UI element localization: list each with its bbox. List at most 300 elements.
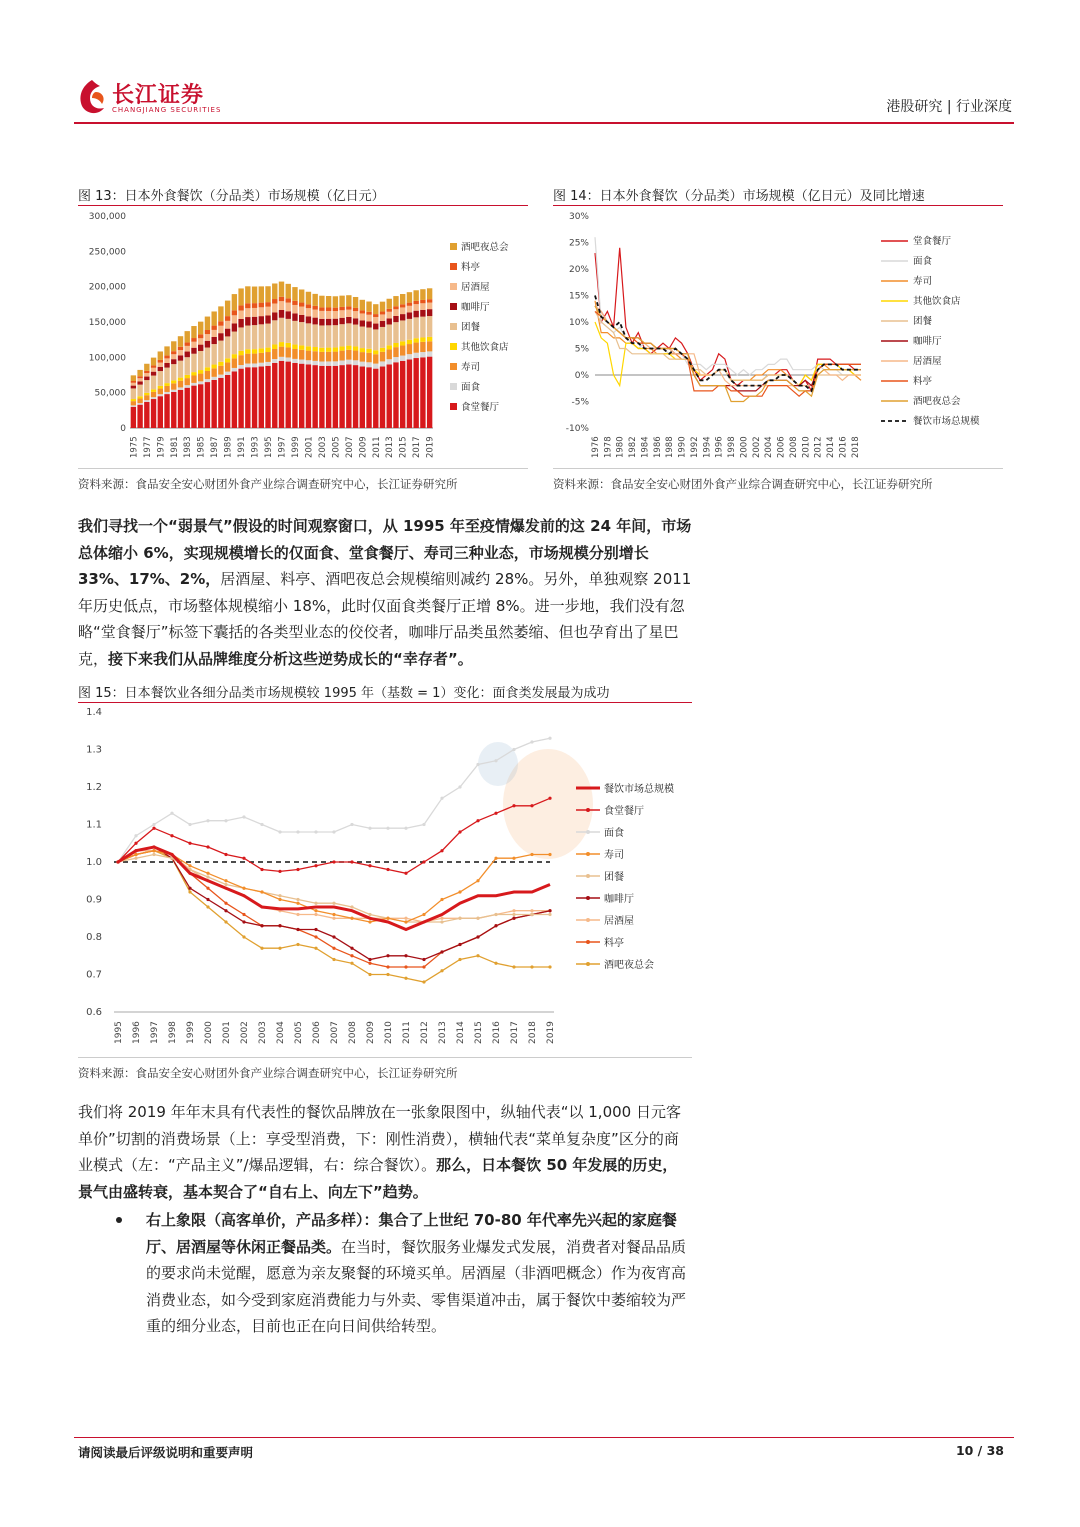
series-point — [548, 965, 551, 968]
legend-swatch — [450, 283, 457, 290]
bar-segment — [151, 368, 156, 372]
x-tick-label: 2003 — [258, 1021, 268, 1044]
legend-label: 咖啡厅 — [913, 336, 942, 347]
bar-segment — [259, 324, 264, 348]
series-point — [242, 887, 245, 890]
bar-segment — [245, 364, 250, 368]
x-tick-label: 2017 — [412, 436, 423, 458]
bar-segment — [292, 287, 297, 301]
bar-segment — [218, 333, 223, 340]
bar-segment — [245, 349, 250, 353]
bar-segment — [326, 348, 331, 352]
x-tick-label: 1987 — [210, 436, 221, 458]
bar-segment — [205, 379, 210, 382]
x-tick-label: 2015 — [398, 436, 409, 458]
bar-segment — [292, 363, 297, 428]
bar-segment — [151, 365, 156, 367]
bar-segment — [400, 356, 405, 361]
series-point — [242, 913, 245, 916]
series-point — [476, 879, 479, 882]
bar-segment — [245, 317, 250, 325]
x-tick-label: 2013 — [385, 436, 396, 458]
bar-segment — [265, 315, 270, 323]
fig14-title-rule — [553, 205, 1003, 206]
bar-segment — [218, 375, 223, 378]
bar-segment — [198, 374, 203, 382]
bar-segment — [387, 364, 392, 428]
bar-segment — [171, 341, 176, 351]
bar-segment — [373, 354, 378, 363]
series-point — [548, 737, 551, 740]
x-tick-label: 2012 — [813, 436, 824, 458]
series-point — [314, 928, 317, 931]
series-point — [440, 849, 443, 852]
bar-segment — [238, 369, 243, 428]
bar-segment — [360, 348, 365, 352]
series-point — [260, 868, 263, 871]
bar-segment — [387, 359, 392, 364]
bar-segment — [299, 364, 304, 428]
bar-segment — [292, 359, 297, 363]
bar-segment — [360, 327, 365, 349]
x-tick-label: 2018 — [528, 1021, 538, 1044]
bar-segment — [346, 310, 351, 317]
bar-segment — [427, 341, 432, 351]
bar-segment — [259, 367, 264, 428]
bar-segment — [333, 352, 338, 362]
series-point — [458, 917, 461, 920]
series-point — [458, 943, 461, 946]
legend-label: 面食 — [604, 828, 624, 839]
legend-marker — [586, 808, 590, 812]
series-point — [386, 917, 389, 920]
bar-segment — [137, 399, 142, 404]
series-point — [332, 958, 335, 961]
y-tick-label: 15% — [568, 291, 589, 302]
fig14-chart — [553, 208, 1003, 466]
bar-segment — [205, 334, 210, 341]
series-point — [422, 823, 425, 826]
series-point — [296, 913, 299, 916]
y-tick-label: 1.0 — [86, 857, 102, 868]
series-point — [368, 973, 371, 976]
series-point — [152, 827, 155, 830]
x-tick-label: 1990 — [677, 436, 688, 458]
series-point — [332, 902, 335, 905]
series-point — [404, 827, 407, 830]
series-point — [296, 868, 299, 871]
series-point — [278, 870, 281, 873]
bar-segment — [427, 357, 432, 428]
y-tick-label: 300,000 — [88, 212, 126, 222]
x-tick-label: 2010 — [384, 1021, 394, 1044]
x-tick-label: 2014 — [826, 436, 837, 458]
bar-segment — [245, 326, 250, 350]
series-point — [224, 879, 227, 882]
series-point — [296, 902, 299, 905]
bar-segment — [131, 401, 136, 405]
bar-segment — [232, 358, 237, 368]
bar-segment — [151, 399, 156, 428]
y-tick-label: 20% — [568, 265, 589, 275]
legend-label: 面食 — [461, 382, 481, 393]
bar-segment — [333, 311, 338, 319]
series-point — [494, 913, 497, 916]
series-point — [206, 845, 209, 848]
bar-segment — [265, 307, 270, 316]
bar-segment — [225, 301, 230, 317]
legend-label: 咖啡厅 — [461, 302, 490, 313]
bar-segment — [245, 354, 250, 364]
bar-segment — [178, 361, 183, 378]
fig14-bottom-rule — [553, 468, 1003, 469]
x-tick-label: 2016 — [838, 436, 849, 458]
bar-segment — [191, 326, 196, 338]
bar-segment — [393, 309, 398, 316]
paragraph-1-bold-1: 我们寻找一个“弱景气”假设的时间观察窗口，从 1995 年至疫情爆发前的这 24 年间，市场总体缩小 6%，实现规模增长的仅面食、堂食餐厅、寿司三种业态，市场规模分别增长 33%、17%、2%， — [78, 517, 692, 588]
bar-segment — [211, 368, 216, 376]
bar-segment — [413, 338, 418, 342]
bar-segment — [171, 364, 176, 380]
legend-label: 面食 — [913, 256, 933, 267]
bar-segment — [211, 326, 216, 330]
bar-segment — [292, 345, 297, 349]
bar-segment — [171, 380, 176, 383]
x-tick-label: 2000 — [739, 436, 750, 458]
bar-segment — [185, 378, 190, 385]
series-point — [440, 969, 443, 972]
bar-segment — [252, 287, 257, 304]
series-point — [548, 913, 551, 916]
series-point — [134, 842, 137, 845]
y-tick-label: 0.6 — [86, 1007, 102, 1018]
bar-segment — [238, 310, 243, 318]
bar-segment — [326, 352, 331, 362]
bar-segment — [272, 303, 277, 312]
x-tick-label: 1997 — [150, 1021, 160, 1044]
header-section: 港股研究 | 行业深度 — [886, 99, 1012, 115]
series-point — [242, 920, 245, 923]
legend-marker — [586, 896, 590, 900]
bar-segment — [151, 372, 156, 376]
bar-segment — [259, 316, 264, 324]
bar-segment — [380, 352, 385, 362]
bar-segment — [205, 341, 210, 348]
fig13-bottom-rule — [78, 468, 528, 469]
x-tick-label: 1982 — [628, 436, 639, 458]
bar-segment — [299, 303, 304, 307]
series-point — [224, 920, 227, 923]
series-point — [350, 917, 353, 920]
series-point — [260, 890, 263, 893]
decorative-figure — [478, 742, 518, 786]
bar-segment — [259, 353, 264, 363]
legend-swatch — [450, 363, 457, 370]
bar-segment — [164, 356, 169, 359]
bar-segment — [400, 304, 405, 307]
bar-segment — [299, 360, 304, 364]
bar-segment — [259, 286, 264, 302]
x-tick-label: 1979 — [156, 436, 167, 458]
bar-segment — [178, 381, 183, 388]
series-point — [224, 909, 227, 912]
bar-segment — [387, 318, 392, 324]
bar-segment — [218, 366, 223, 375]
x-tick-label: 2009 — [366, 1021, 376, 1044]
bar-segment — [407, 344, 412, 354]
bar-segment — [333, 308, 338, 311]
bar-segment — [137, 403, 142, 405]
x-tick-label: 1996 — [714, 436, 725, 458]
fig15-bottom-rule — [78, 1057, 692, 1058]
bar-segment — [259, 363, 264, 367]
series-point — [206, 887, 209, 890]
bar-segment — [232, 332, 237, 355]
bar-segment — [211, 380, 216, 428]
bar-segment — [312, 361, 317, 365]
x-tick-label: 1993 — [250, 436, 261, 458]
bar-segment — [380, 312, 385, 315]
bar-segment — [131, 383, 136, 386]
bar-segment — [218, 341, 223, 362]
bar-segment — [292, 301, 297, 305]
bar-segment — [306, 308, 311, 316]
series-point — [440, 797, 443, 800]
bar-segment — [232, 310, 237, 315]
series-point — [350, 860, 353, 863]
bar-segment — [265, 324, 270, 348]
fig15-title-rule — [78, 702, 692, 703]
bar-segment — [373, 304, 378, 314]
bar-segment — [178, 390, 183, 428]
y-tick-label: 1.2 — [86, 782, 102, 793]
bar-segment — [366, 322, 371, 328]
bar-segment — [339, 346, 344, 350]
bar-segment — [339, 318, 344, 324]
paragraph-2 — [78, 1099, 692, 1205]
bar-segment — [164, 346, 169, 355]
bar-segment — [413, 317, 418, 338]
bar-segment — [360, 352, 365, 362]
x-tick-label: 2018 — [850, 436, 861, 458]
series-point — [422, 913, 425, 916]
bar-segment — [312, 310, 317, 318]
bar-segment — [238, 355, 243, 365]
bar-segment — [171, 354, 176, 359]
bar-segment — [144, 377, 149, 381]
bar-segment — [185, 346, 190, 352]
bar-segment — [292, 305, 297, 313]
bar-segment — [312, 318, 317, 325]
series-point — [404, 977, 407, 980]
bar-segment — [272, 283, 277, 299]
bar-segment — [413, 301, 418, 304]
fig15-chart — [78, 704, 692, 1054]
bar-segment — [272, 349, 277, 359]
series-point — [458, 890, 461, 893]
y-tick-label: 25% — [568, 238, 589, 249]
bar-segment — [164, 368, 169, 384]
bar-segment — [333, 319, 338, 326]
x-tick-label: 2010 — [801, 436, 812, 458]
page-number: 10 / 38 — [955, 1443, 1004, 1458]
series-point — [134, 853, 137, 856]
fig14-title: 图 14：日本外食餐饮（分品类）市场规模（亿日元）及同比增速 — [553, 189, 925, 204]
bar-segment — [387, 309, 392, 312]
bar-segment — [319, 319, 324, 326]
bar-segment — [353, 365, 358, 428]
bar-segment — [333, 325, 338, 347]
fig13-title: 图 13：日本外食餐饮（分品类）市场规模（亿日元） — [78, 189, 385, 204]
bar-segment — [245, 367, 250, 428]
bar-segment — [151, 358, 156, 366]
bar-segment — [164, 358, 169, 363]
series-point — [368, 920, 371, 923]
bar-segment — [158, 367, 163, 371]
bar-segment — [131, 381, 136, 383]
series-point — [404, 954, 407, 957]
bar-segment — [353, 351, 358, 361]
bar-segment — [191, 348, 196, 354]
bar-segment — [137, 378, 142, 381]
bar-segment — [137, 381, 142, 384]
bar-segment — [387, 299, 392, 309]
x-tick-label: 1988 — [665, 436, 676, 458]
series-point — [332, 917, 335, 920]
legend-label: 寿司 — [913, 276, 933, 287]
x-tick-label: 1999 — [186, 1021, 196, 1044]
x-tick-label: 1980 — [615, 436, 626, 458]
series-point — [494, 857, 497, 860]
bar-segment — [205, 382, 210, 428]
paragraph-1 — [78, 513, 692, 672]
bar-segment — [427, 316, 432, 337]
series-point — [404, 965, 407, 968]
bar-segment — [198, 345, 203, 351]
bar-segment — [292, 313, 297, 320]
x-tick-label: 1996 — [132, 1021, 142, 1044]
bar-segment — [151, 392, 156, 397]
series-point — [404, 920, 407, 923]
bar-segment — [164, 383, 169, 386]
bar-segment — [259, 307, 264, 316]
bar-segment — [211, 377, 216, 380]
series-point — [512, 917, 515, 920]
bar-segment — [232, 371, 237, 428]
series-point — [494, 759, 497, 762]
series-point — [314, 864, 317, 867]
bar-segment — [171, 390, 176, 392]
bar-segment — [158, 386, 163, 389]
bar-segment — [171, 383, 176, 389]
series-point — [476, 935, 479, 938]
x-tick-label: 1992 — [689, 436, 700, 458]
bar-segment — [387, 345, 392, 349]
legend-label: 居酒屋 — [604, 916, 634, 927]
series-point — [368, 962, 371, 965]
x-tick-label: 2000 — [204, 1021, 214, 1044]
y-tick-label: -5% — [571, 397, 589, 408]
bar-segment — [211, 344, 216, 364]
series-point — [530, 909, 533, 912]
bar-segment — [185, 388, 190, 428]
bar-segment — [245, 286, 250, 303]
series-point — [530, 740, 533, 743]
bar-segment — [144, 371, 149, 373]
bar-segment — [400, 361, 405, 428]
bar-segment — [299, 289, 304, 302]
bar-segment — [326, 308, 331, 311]
series-point — [422, 958, 425, 961]
bar-segment — [413, 343, 418, 353]
series-point — [404, 872, 407, 875]
series-point — [224, 902, 227, 905]
bar-segment — [360, 320, 365, 326]
bar-segment — [346, 350, 351, 360]
legend-swatch — [450, 403, 457, 410]
bar-segment — [353, 325, 358, 347]
bar-segment — [191, 342, 196, 348]
bar-segment — [339, 296, 344, 307]
bar-segment — [144, 393, 149, 395]
bar-segment — [380, 327, 385, 348]
bar-segment — [252, 354, 257, 364]
series-point — [314, 935, 317, 938]
y-tick-label: 1.3 — [86, 744, 102, 756]
x-tick-label: 1984 — [640, 436, 651, 458]
logo — [74, 76, 224, 120]
series-point — [152, 849, 155, 852]
bar-segment — [420, 289, 425, 300]
y-tick-label: 0.7 — [86, 969, 102, 981]
y-tick-label: 50,000 — [94, 388, 126, 399]
bar-segment — [306, 360, 311, 364]
bar-segment — [245, 308, 250, 317]
bar-segment — [279, 297, 284, 301]
series-point — [296, 830, 299, 833]
bar-segment — [211, 330, 216, 337]
series-line — [595, 306, 861, 391]
series-point — [404, 917, 407, 920]
series-point — [224, 819, 227, 822]
bar-segment — [158, 389, 163, 395]
bar-segment — [137, 385, 142, 397]
bar-segment — [279, 361, 284, 428]
bar-segment — [319, 296, 324, 308]
bar-segment — [319, 311, 324, 319]
paragraph-2-text-1: 我们将 2019 年年末具有代表性的餐饮品牌放在一张象限图中，纵轴代表“以 1,000 日元客单价”切割的消费场景（上：享受型消费，下：刚性消费），横轴代表“菜单复杂度”区分的商业模式（左：“产品主义”/爆品逻辑，右：综合餐饮）。 — [78, 1103, 681, 1174]
bar-segment — [393, 347, 398, 357]
bar-segment — [319, 348, 324, 352]
legend-label: 堂食餐厅 — [913, 236, 952, 247]
bar-segment — [299, 315, 304, 322]
series-point — [422, 860, 425, 863]
bar-segment — [319, 325, 324, 347]
footer-rule — [74, 1437, 1014, 1438]
bar-segment — [393, 296, 398, 306]
bar-segment — [225, 316, 230, 321]
bar-segment — [232, 323, 237, 331]
legend-swatch — [450, 243, 457, 250]
bar-segment — [225, 358, 230, 362]
bar-segment — [373, 369, 378, 428]
bar-segment — [339, 307, 344, 310]
x-tick-label: 2009 — [358, 436, 369, 458]
series-point — [476, 763, 479, 766]
bar-segment — [131, 405, 136, 406]
x-tick-label: 2008 — [788, 436, 799, 458]
bar-segment — [198, 381, 203, 384]
